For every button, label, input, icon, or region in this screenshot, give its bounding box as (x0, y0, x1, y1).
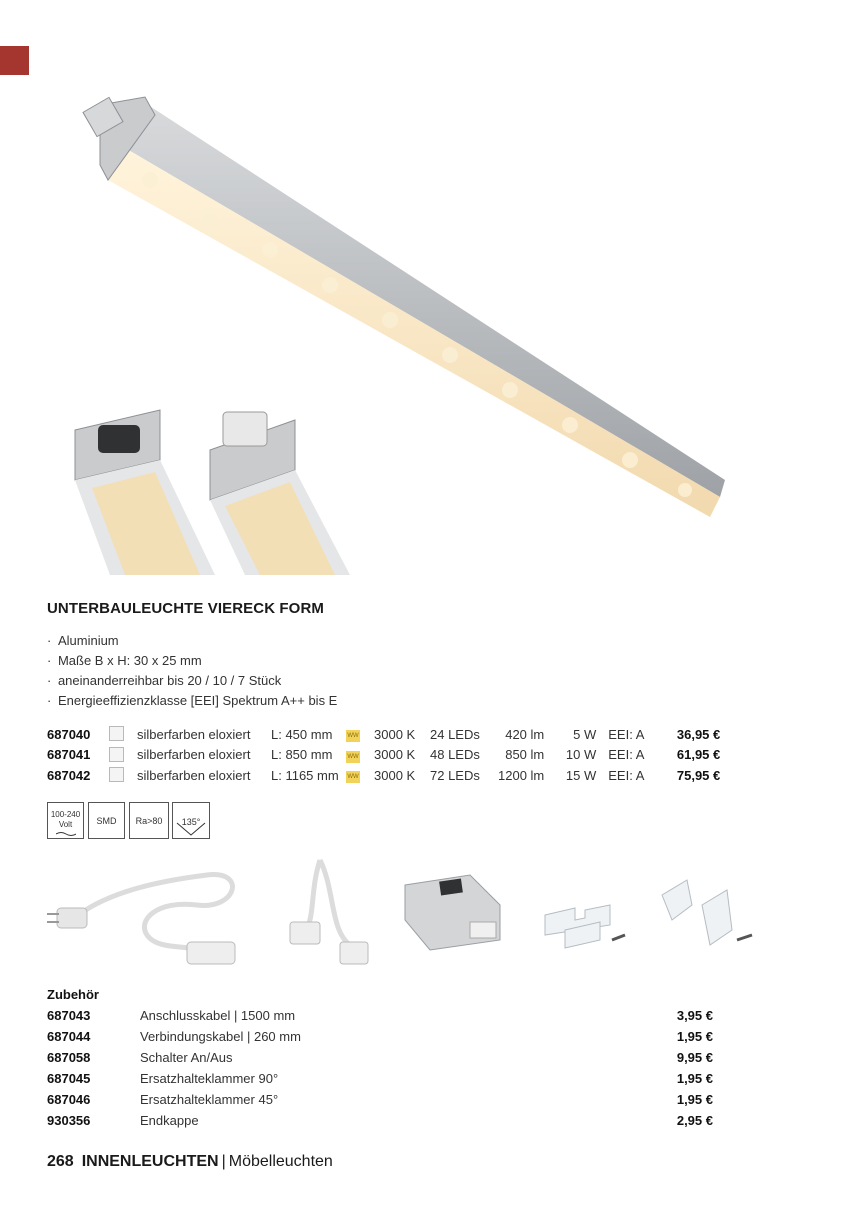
article-number: 687044 (47, 1029, 91, 1044)
price: 36,95 € (676, 726, 721, 742)
wave-icon (56, 831, 76, 837)
color-swatch (109, 724, 137, 745)
page-footer (47, 1153, 333, 1171)
color-swatch (109, 745, 137, 766)
ra-badge: Ra>80 (129, 802, 169, 839)
accessory-name: Anschlusskabel | 1500 mm (140, 1008, 296, 1023)
article-number: 687040 (47, 726, 91, 742)
color-swatch (109, 765, 137, 786)
feature-item: · Aluminium (47, 631, 337, 651)
accessories-title: Zubehör (47, 987, 99, 1002)
lumen: 420 lm (505, 726, 545, 742)
voltage-badge (47, 802, 84, 839)
table-row (47, 1047, 713, 1068)
table-row (47, 745, 720, 766)
table-row (47, 1110, 713, 1131)
warm-white-badge: WW (346, 751, 360, 763)
accessory-image-connection-cable (47, 850, 247, 975)
led-count: 48 LEDs (430, 747, 480, 763)
wattage: 10 W (565, 747, 597, 763)
accessory-name: Endkappe (140, 1113, 199, 1128)
price: 1,95 € (676, 1029, 713, 1044)
table-row (47, 1026, 713, 1047)
feature-item: · Energieeffizienzklasse [EEI] Spektrum A++ bis E (47, 691, 337, 711)
lumen: 850 lm (505, 747, 545, 763)
detail-image-connector-socket (205, 400, 365, 575)
accessories-table (47, 1005, 713, 1131)
warm-white-badge: WW (346, 730, 360, 742)
feature-item: · Maße B x H: 30 x 25 mm (47, 651, 337, 671)
smd-badge: SMD (88, 802, 125, 839)
article-number: 687046 (47, 1092, 91, 1107)
table-row (47, 1068, 713, 1089)
wattage: 15 W (565, 767, 597, 783)
price: 1,95 € (676, 1092, 713, 1107)
chapter-tab (0, 46, 29, 75)
page-number: 268 (47, 1153, 74, 1170)
feature-list (47, 631, 337, 711)
product-title: UNTERBAULEUCHTE VIERECK FORM (47, 600, 324, 617)
variant-table (47, 724, 720, 786)
beam-angle-icon (175, 817, 207, 837)
length: L: 1165 mm (271, 767, 339, 783)
finish: silberfarben eloxiert (137, 767, 251, 783)
voltage-label: Volt (58, 820, 73, 829)
table-row (47, 724, 720, 745)
color-temperature: 3000 K (374, 726, 416, 742)
table-row (47, 765, 720, 786)
article-number: 687041 (47, 747, 91, 763)
color-temperature: 3000 K (374, 747, 416, 763)
price: 1,95 € (676, 1071, 713, 1086)
accessory-image-link-cable (285, 850, 375, 975)
subsection-name: Möbelleuchten (228, 1153, 333, 1170)
article-number: 687043 (47, 1008, 91, 1023)
led-count: 72 LEDs (430, 767, 480, 783)
accessory-name: Ersatzhalteklammer 45° (140, 1092, 279, 1107)
led-count: 24 LEDs (430, 726, 480, 742)
length: L: 850 mm (271, 747, 333, 763)
voltage-range: 100-240 (50, 810, 81, 819)
energy-class: EEI: A (608, 726, 645, 742)
table-row (47, 1089, 713, 1110)
accessory-name: Ersatzhalteklammer 90° (140, 1071, 279, 1086)
accessory-name: Verbindungskabel | 260 mm (140, 1029, 301, 1044)
color-temperature: 3000 K (374, 767, 416, 783)
length: L: 450 mm (271, 726, 333, 742)
accessory-image-clip-45 (652, 850, 762, 975)
price: 3,95 € (676, 1008, 713, 1023)
footer-separator: | (221, 1153, 226, 1170)
energy-class: EEI: A (608, 767, 645, 783)
energy-class: EEI: A (608, 747, 645, 763)
table-row (47, 1005, 713, 1026)
warm-white-badge: WW (346, 771, 360, 783)
price: 75,95 € (676, 767, 721, 783)
wattage: 5 W (573, 726, 597, 742)
price: 2,95 € (676, 1113, 713, 1128)
price: 61,95 € (676, 747, 721, 763)
article-number: 687045 (47, 1071, 91, 1086)
accessory-name: Schalter An/Aus (140, 1050, 233, 1065)
section-name: INNENLEUCHTEN (81, 1153, 219, 1170)
accessory-image-switch (400, 850, 510, 975)
lumen: 1200 lm (498, 767, 545, 783)
finish: silberfarben eloxiert (137, 747, 251, 763)
article-number: 687042 (47, 767, 91, 783)
feature-item: · aneinanderreihbar bis 20 / 10 / 7 Stück (47, 671, 337, 691)
beam-angle-badge (172, 802, 210, 839)
price: 9,95 € (676, 1050, 713, 1065)
article-number: 930356 (47, 1113, 91, 1128)
finish: silberfarben eloxiert (137, 726, 251, 742)
beam-angle: 135° (181, 817, 201, 827)
accessory-image-clip-90 (540, 850, 635, 975)
article-number: 687058 (47, 1050, 91, 1065)
